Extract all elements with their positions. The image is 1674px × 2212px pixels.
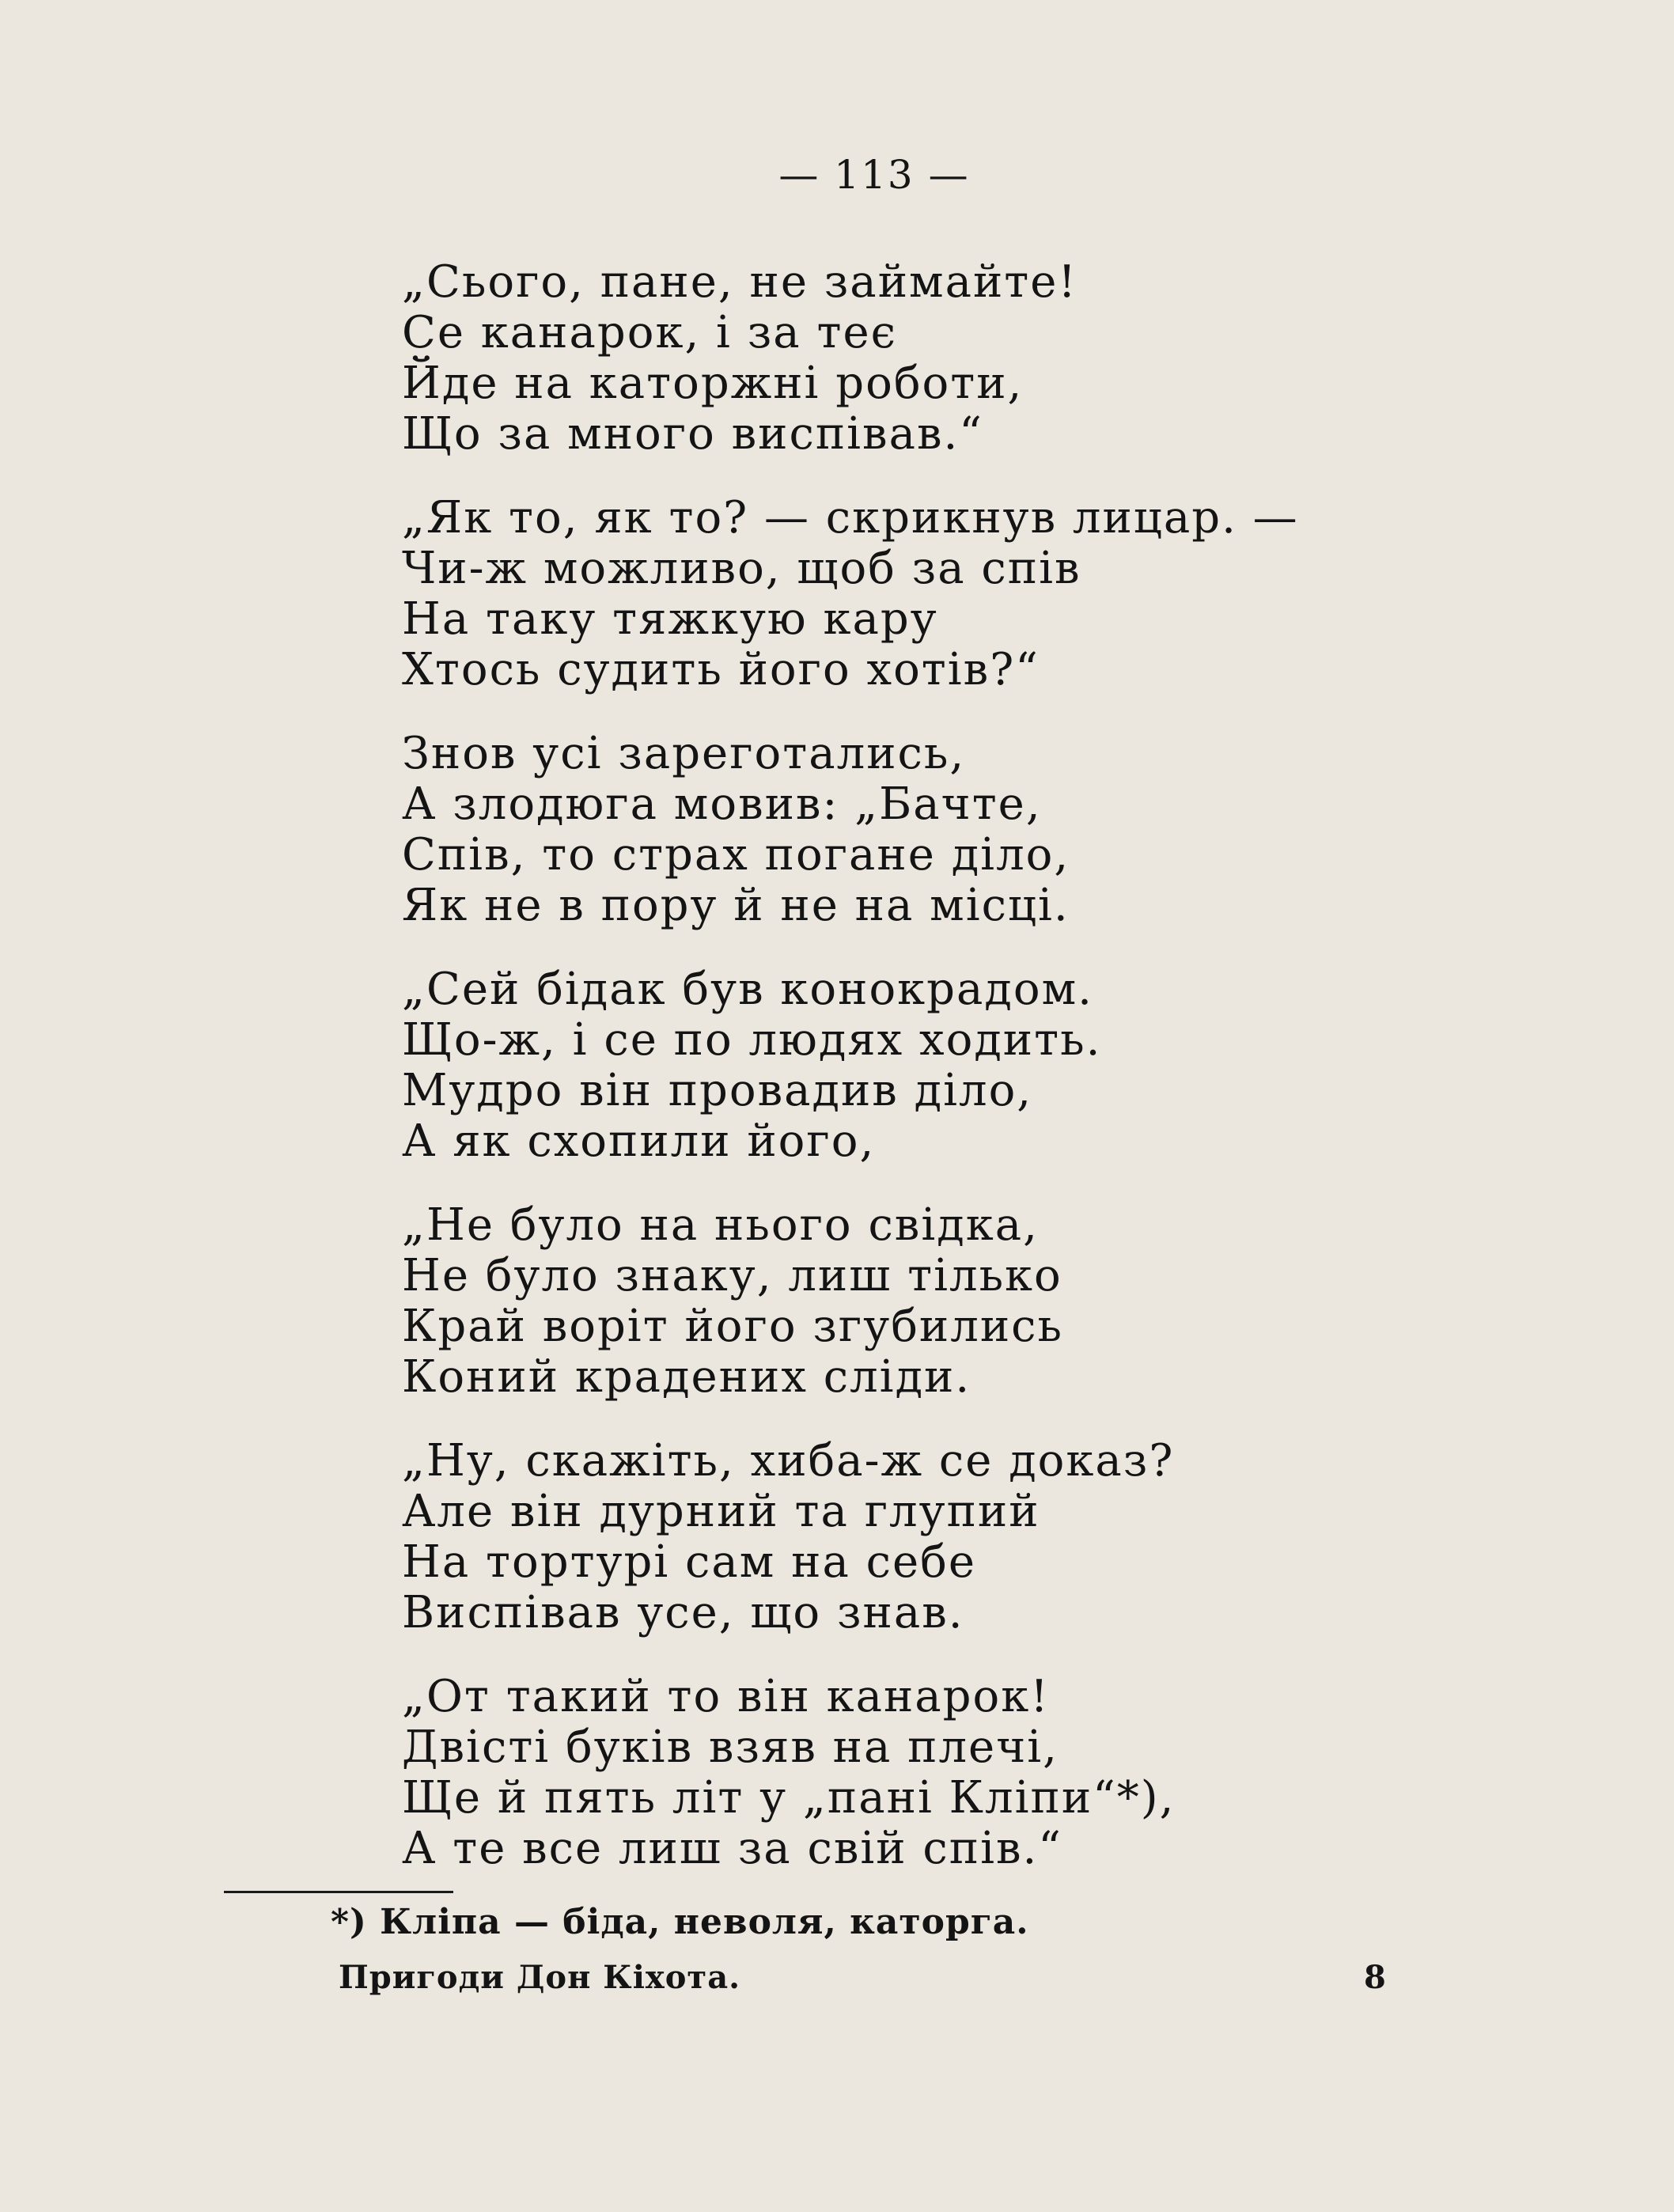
- page-number: — 113 —: [778, 152, 970, 198]
- stanza: [402, 1200, 1430, 1436]
- verse-line: А як схопили його,: [402, 1115, 876, 1167]
- verse-line: А те все лиш за свій спів.“: [402, 1823, 1062, 1874]
- verse-line: Чи-ж можливо, щоб за спів: [402, 543, 1081, 594]
- verse-line: „Як то, як то? — скрикнув лицар. —: [402, 492, 1299, 544]
- verse-line: Ще й пять літ у „пані Кліпи“*),: [402, 1772, 1176, 1824]
- verse-line: Коний крадених сліди.: [402, 1351, 971, 1403]
- verse-line: На таку тяжкую кару: [402, 593, 938, 645]
- verse-line: Не було знаку, лиш тілько: [402, 1250, 1062, 1301]
- stanza: [402, 1672, 1430, 1907]
- verse-line: Хтось судить його хотів?“: [402, 644, 1040, 695]
- verse-line: „Ну, скажіть, хиба-ж се доказ?: [402, 1435, 1175, 1487]
- verse-line: Край воріт його згубились: [402, 1301, 1063, 1352]
- verse-line: Знов усі зареготались,: [402, 728, 966, 779]
- stanza: [402, 493, 1430, 729]
- verse-line: На тортурі сам на себе: [402, 1536, 977, 1588]
- verse-line: Що за много виспівав.“: [402, 408, 983, 460]
- verse-line: Мудро він провадив діло,: [402, 1065, 1033, 1116]
- verse-line: Але він дурний та глупий: [402, 1486, 1040, 1537]
- sheet-number: 8: [1364, 1959, 1386, 1996]
- stanza: [402, 964, 1430, 1200]
- verse-line: „От такий то він канарок!: [402, 1671, 1050, 1722]
- verse-line: А злодюга мовив: „Бачте,: [402, 778, 1042, 830]
- stanza: [402, 1436, 1430, 1672]
- verse-line: Як не в пору й не на місці.: [402, 880, 1070, 931]
- verse-line: „Сього, пане, не займайте!: [402, 256, 1077, 308]
- verse-line: Спів, то страх погане діло,: [402, 829, 1070, 881]
- verse-line: Йде на каторжні роботи,: [402, 358, 1024, 409]
- stanza: [402, 257, 1430, 493]
- verse-line: Двісті буків взяв на плечі,: [402, 1721, 1059, 1773]
- verse-line: Виспівав усе, що знав.: [402, 1587, 964, 1638]
- footnote: *) Кліпа — біда, неволя, каторга.: [331, 1902, 1029, 1942]
- verse-line: Що-ж, і се по людях ходить.: [402, 1014, 1102, 1066]
- stanza: [402, 729, 1430, 964]
- verse-line: Се канарок, і за теє: [402, 307, 897, 358]
- verse-line: „Сей бідак був конокрадом.: [402, 964, 1093, 1015]
- poem: [402, 257, 1430, 1907]
- footnote-rule: [224, 1891, 453, 1893]
- signature-line: Пригоди Дон Кіхота.: [339, 1959, 741, 1996]
- verse-line: „Не було на нього свідка,: [402, 1199, 1039, 1251]
